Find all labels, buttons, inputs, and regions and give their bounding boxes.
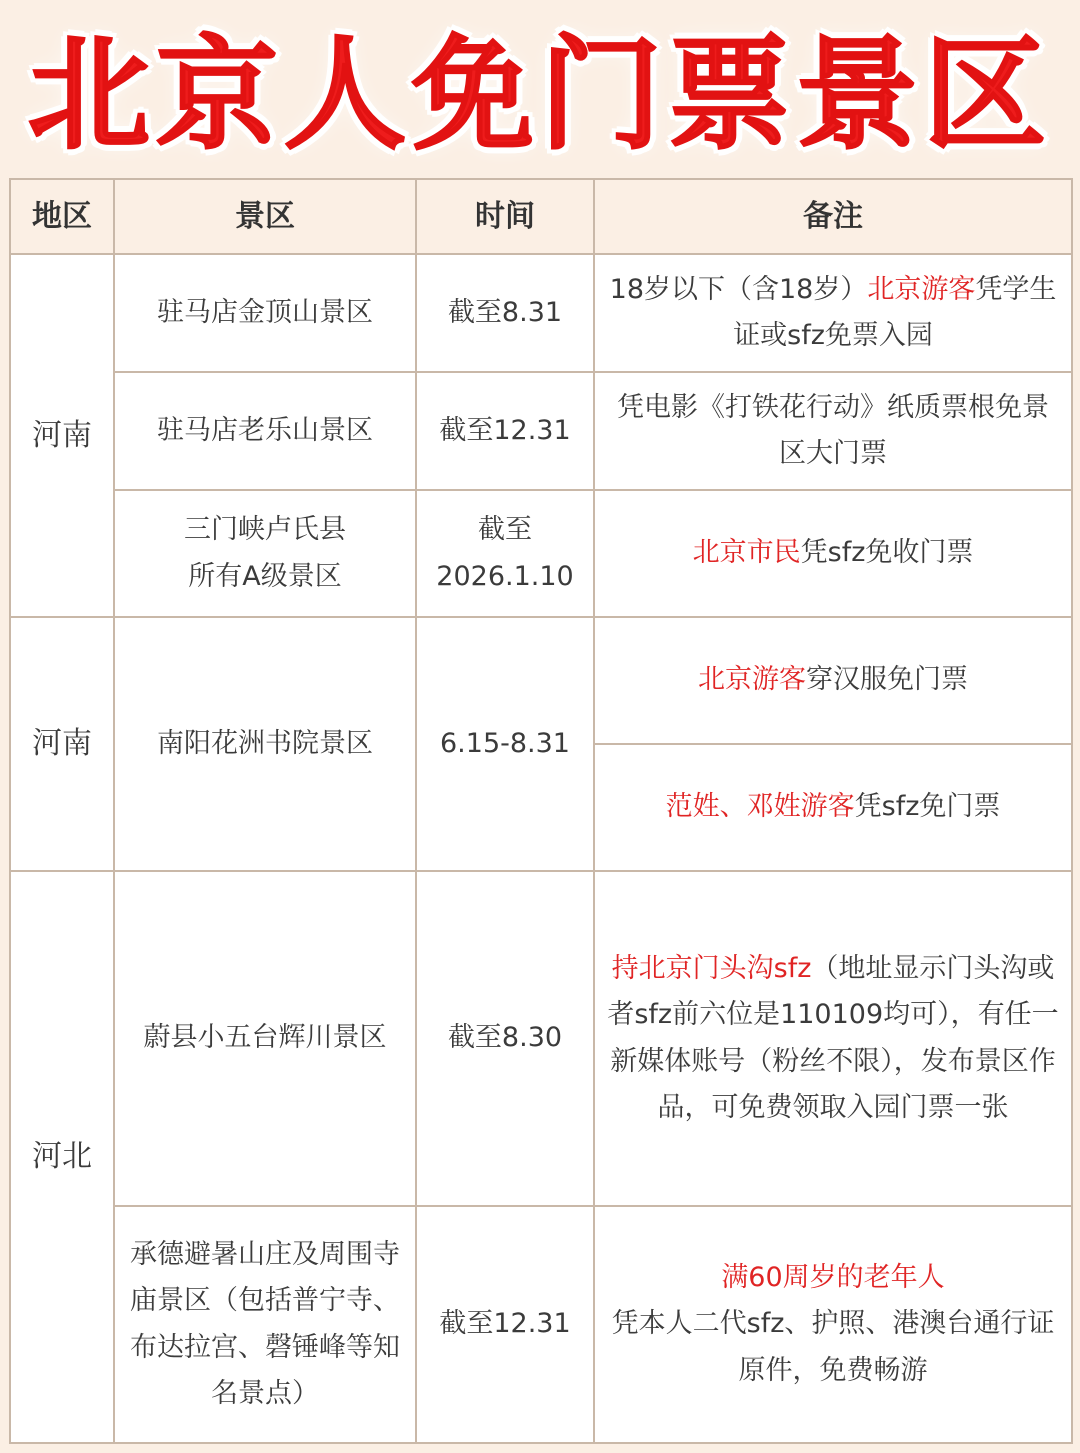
- header-spot: 景区: [114, 179, 416, 254]
- time-cell: 截至12.31: [416, 1206, 594, 1443]
- time-line: 截至: [478, 514, 532, 546]
- note-cell: [594, 1206, 1072, 1443]
- region-cell: 河南: [10, 254, 114, 617]
- note-cell: [594, 744, 1072, 871]
- note-highlight: 北京市民: [692, 537, 801, 569]
- spot-cell: 驻马店金顶山景区: [114, 254, 416, 372]
- note-text: 凭sfz免门票: [854, 791, 1001, 823]
- note-text: 凭sfz免收门票: [800, 537, 974, 569]
- table-row: [10, 254, 1072, 372]
- note-text: 凭电影《打铁花行动》纸质票根免景区大门票: [617, 391, 1049, 469]
- note-highlight: 北京游客: [867, 273, 976, 305]
- time-line: 2026.1.10: [436, 560, 574, 592]
- note-text: 穿汉服免门票: [806, 664, 968, 696]
- table-row: [10, 617, 1072, 744]
- note-text: （地址显示门头沟或者sfz前六位是110109均可），有任一新媒体账号（粉丝不限），发布景区作品，可免费领取入园门票一张: [607, 952, 1059, 1123]
- spot-line: 三门峡卢氏县: [184, 514, 346, 546]
- time-cell: 截至8.31: [416, 254, 594, 372]
- time-cell: 截至8.30: [416, 871, 594, 1206]
- attractions-table: [9, 178, 1073, 1444]
- table-row: [10, 871, 1072, 1206]
- table-row: [10, 490, 1072, 617]
- spot-cell: 承德避暑山庄及周围寺庙景区（包括普宁寺、布达拉宫、磬锤峰等知名景点）: [114, 1206, 416, 1443]
- note-cell: [594, 372, 1072, 490]
- header-row: [10, 179, 1072, 254]
- note-cell: [594, 254, 1072, 372]
- time-cell: 6.15-8.31: [416, 617, 594, 871]
- page-title-banner: [0, 0, 1080, 168]
- note-highlight: 范姓、邓姓游客: [665, 791, 855, 823]
- header-region: 地区: [10, 179, 114, 254]
- note-cell: [594, 490, 1072, 617]
- note-text: 18岁以下（含18岁）: [609, 273, 868, 305]
- region-cell: 河北: [10, 871, 114, 1443]
- note-cell: [594, 871, 1072, 1206]
- header-time: 时间: [416, 179, 594, 254]
- note-highlight: 北京游客: [698, 664, 806, 696]
- time-cell: 截至12.31: [416, 372, 594, 490]
- header-note: 备注: [594, 179, 1072, 254]
- spot-cell: 驻马店老乐山景区: [114, 372, 416, 490]
- note-highlight: 满60周岁的老年人: [721, 1261, 945, 1293]
- time-cell: [416, 490, 594, 617]
- note-text: 凭本人二代sfz、护照、港澳台通行证原件，免费畅游: [611, 1308, 1055, 1386]
- spot-cell: 南阳花洲书院景区: [114, 617, 416, 871]
- note-cell: [594, 617, 1072, 744]
- page-title: 北京人免门票景区: [28, 23, 1052, 166]
- note-highlight: 持北京门头沟sfz: [611, 952, 812, 984]
- table-row: [10, 372, 1072, 490]
- spot-cell: [114, 490, 416, 617]
- region-cell: 河南: [10, 617, 114, 871]
- spot-line: 所有A级景区: [188, 560, 342, 592]
- table-row: [10, 1206, 1072, 1443]
- spot-cell: 蔚县小五台辉川景区: [114, 871, 416, 1206]
- note-text: 凭学生证或sfz免票入园: [733, 273, 1057, 351]
